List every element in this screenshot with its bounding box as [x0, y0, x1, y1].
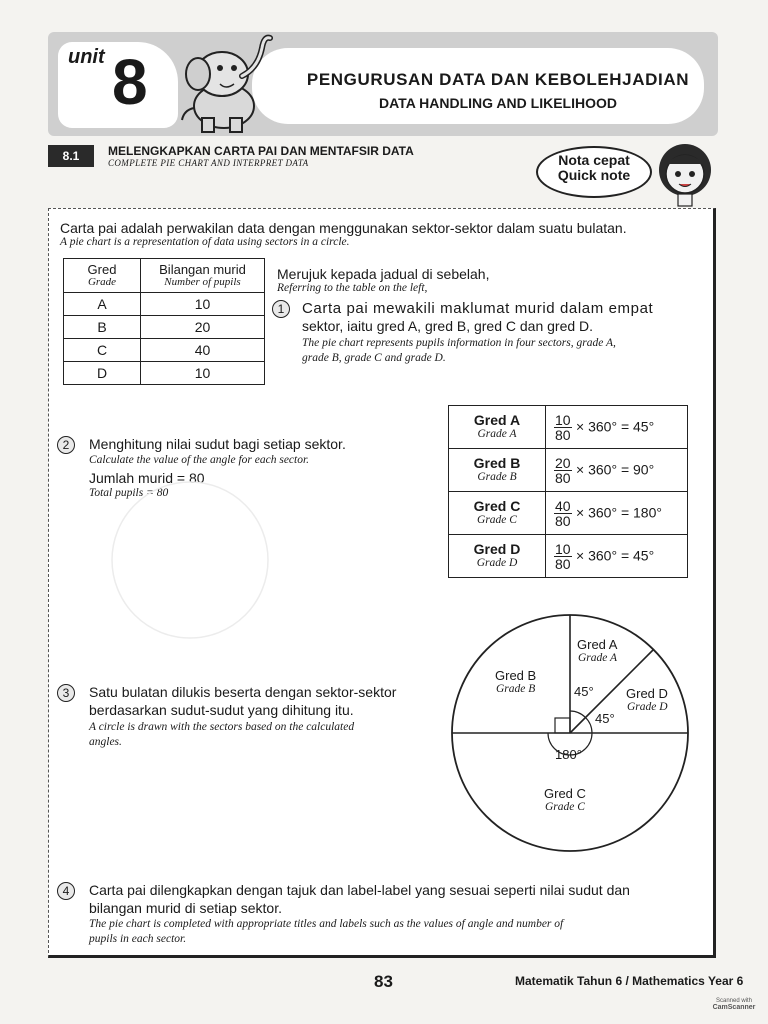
pupils-cell: 10	[141, 362, 265, 385]
unit-label: unit	[68, 46, 105, 68]
fraction: $\frac{10}{80}$	[555, 540, 571, 572]
chapter-title-en: DATA HANDLING AND LIKELIHOOD	[379, 95, 617, 111]
angle-grade-cell	[449, 535, 546, 578]
angle-formula: × 360° = 45°	[576, 547, 655, 564]
pupils-header-ms: Bilangan murid	[159, 262, 246, 277]
angle-formula: × 360° = 45°	[576, 418, 655, 435]
angle-calculation-table	[448, 405, 688, 578]
angle-formula-cell	[546, 492, 688, 535]
step3-ms-line2: berdasarkan sudut-sudut yang dihitung itu.	[89, 702, 354, 718]
angle-grade-en: Grade C	[477, 514, 517, 526]
book-title: Matematik Tahun 6 / Mathematics Year 6	[515, 974, 744, 988]
pie-label-a-en: Grade A	[578, 652, 618, 664]
section-title-en: COMPLETE PIE CHART AND INTERPRET DATA	[108, 158, 309, 168]
step2-ms: Menghitung nilai sudut bagi setiap sektor.	[89, 436, 346, 452]
table-row	[64, 339, 265, 362]
step3-number: 3	[57, 684, 75, 702]
page-number: 83	[374, 972, 393, 991]
step2-en: Calculate the value of the angle for each sector.	[89, 454, 310, 466]
pupils-cell: 20	[141, 316, 265, 339]
pie-label-a-ms: Gred A	[577, 637, 618, 652]
table-row	[64, 316, 265, 339]
scanner-line2: CamScanner	[712, 1004, 756, 1011]
faint-circle-background	[90, 480, 290, 640]
table-row	[449, 535, 688, 578]
pupils-cell: 40	[141, 339, 265, 362]
step1-en-line1: The pie chart represents pupils information in four sectors, grade A,	[302, 337, 616, 349]
angle-grade-ms: Gred D	[473, 541, 521, 557]
pie-label-c-en: Grade C	[545, 801, 585, 813]
step1-en-line2: grade B, grade C and grade D.	[302, 352, 446, 364]
pie-angle-d: 45°	[595, 711, 615, 726]
fraction: $\frac{40}{80}$	[555, 497, 571, 529]
scanner-line1: Scanned with	[715, 998, 753, 1004]
pie-chart	[440, 612, 710, 854]
pie-angle-a: 45°	[574, 684, 594, 699]
grade-column-header	[64, 259, 141, 293]
step1-ms-line2: sektor, iaitu gred A, gred B, gred C dan gred D.	[302, 318, 594, 334]
angle-grade-en: Grade B	[477, 471, 517, 483]
angle-grade-ms: Gred A	[473, 412, 521, 428]
pie-label-d-en: Grade D	[627, 701, 668, 713]
quick-note-en: Quick note	[557, 167, 631, 183]
step2-number: 2	[57, 436, 75, 454]
grade-cell: A	[64, 293, 141, 316]
grade-table	[63, 258, 265, 385]
grade-header-ms: Gred	[87, 262, 117, 277]
table-row	[64, 293, 265, 316]
quick-note-ms: Nota cepat	[558, 152, 630, 168]
pupils-cell: 10	[141, 293, 265, 316]
pie-label-d-ms: Gred D	[626, 686, 668, 701]
step1-number: 1	[272, 300, 290, 318]
angle-formula-cell	[546, 535, 688, 578]
angle-grade-ms: Gred B	[473, 455, 521, 471]
total-pupils-ms: Jumlah murid = 80	[89, 470, 205, 486]
grade-cell: B	[64, 316, 141, 339]
angle-grade-en: Grade D	[476, 557, 518, 569]
step4-en-line2: pupils in each sector.	[89, 933, 187, 945]
intro-ms: Carta pai adalah perwakilan data dengan menggunakan sektor-sektor dalam suatu bulatan.	[60, 220, 627, 236]
unit-number: 8	[112, 46, 148, 118]
grade-cell: D	[64, 362, 141, 385]
step4-ms-line1: Carta pai dilengkapkan dengan tajuk dan label-label yang sesuai seperti nilai sudut dan	[89, 882, 630, 898]
chapter-title-ms: PENGURUSAN DATA DAN KEBOLEHJADIAN	[306, 70, 690, 89]
step1-ms-line1: Carta pai mewakili maklumat murid dalam empat	[302, 300, 654, 317]
step3-en-line1: A circle is drawn with the sectors based on the calculated	[89, 721, 355, 733]
angle-grade-cell	[449, 449, 546, 492]
angle-formula-cell	[546, 449, 688, 492]
fraction: $\frac{20}{80}$	[555, 454, 571, 486]
step3-en-line2: angles.	[89, 736, 122, 748]
angle-grade-cell	[449, 406, 546, 449]
step4-en-line1: The pie chart is completed with appropriate titles and labels such as the values of angle and number of	[89, 918, 564, 930]
table-row	[64, 362, 265, 385]
section-title-ms: MELENGKAPKAN CARTA PAI DAN MENTAFSIR DATA	[108, 144, 414, 158]
step4-ms-line2: bilangan murid di setiap sektor.	[89, 900, 282, 916]
elephant-mascot-icon	[176, 28, 276, 136]
scanner-watermark	[706, 998, 762, 1011]
angle-formula-cell	[546, 406, 688, 449]
pupils-header-en: Number of pupils	[164, 276, 241, 288]
total-pupils-en: Total pupils = 80	[89, 487, 169, 499]
angle-formula: × 360° = 180°	[576, 504, 662, 521]
grade-header-en: Grade	[87, 276, 117, 288]
step4-number: 4	[57, 882, 75, 900]
fraction: $\frac{10}{80}$	[555, 411, 571, 443]
angle-grade-ms: Gred C	[473, 498, 521, 514]
pie-angle-c: 180°	[555, 747, 582, 762]
angle-formula: × 360° = 90°	[576, 461, 655, 478]
step1-lead-ms: Merujuk kepada jadual di sebelah,	[277, 266, 490, 282]
table-row	[449, 449, 688, 492]
step3-ms-line1: Satu bulatan dilukis beserta dengan sektor-sektor	[89, 684, 397, 700]
grade-cell: C	[64, 339, 141, 362]
pupils-column-header	[141, 259, 265, 293]
angle-grade-cell	[449, 492, 546, 535]
table-row	[449, 406, 688, 449]
section-number: 8.1	[48, 145, 94, 167]
pie-label-b-ms: Gred B	[495, 668, 537, 683]
step1-lead-en: Referring to the table on the left,	[277, 282, 428, 294]
table-row	[449, 492, 688, 535]
angle-grade-en: Grade A	[477, 428, 517, 440]
pie-label-b-en: Grade B	[496, 683, 536, 695]
pie-label-c-ms: Gred C	[544, 786, 586, 801]
intro-en: A pie chart is a representation of data using sectors in a circle.	[60, 236, 350, 248]
girl-mascot-icon	[654, 140, 716, 208]
